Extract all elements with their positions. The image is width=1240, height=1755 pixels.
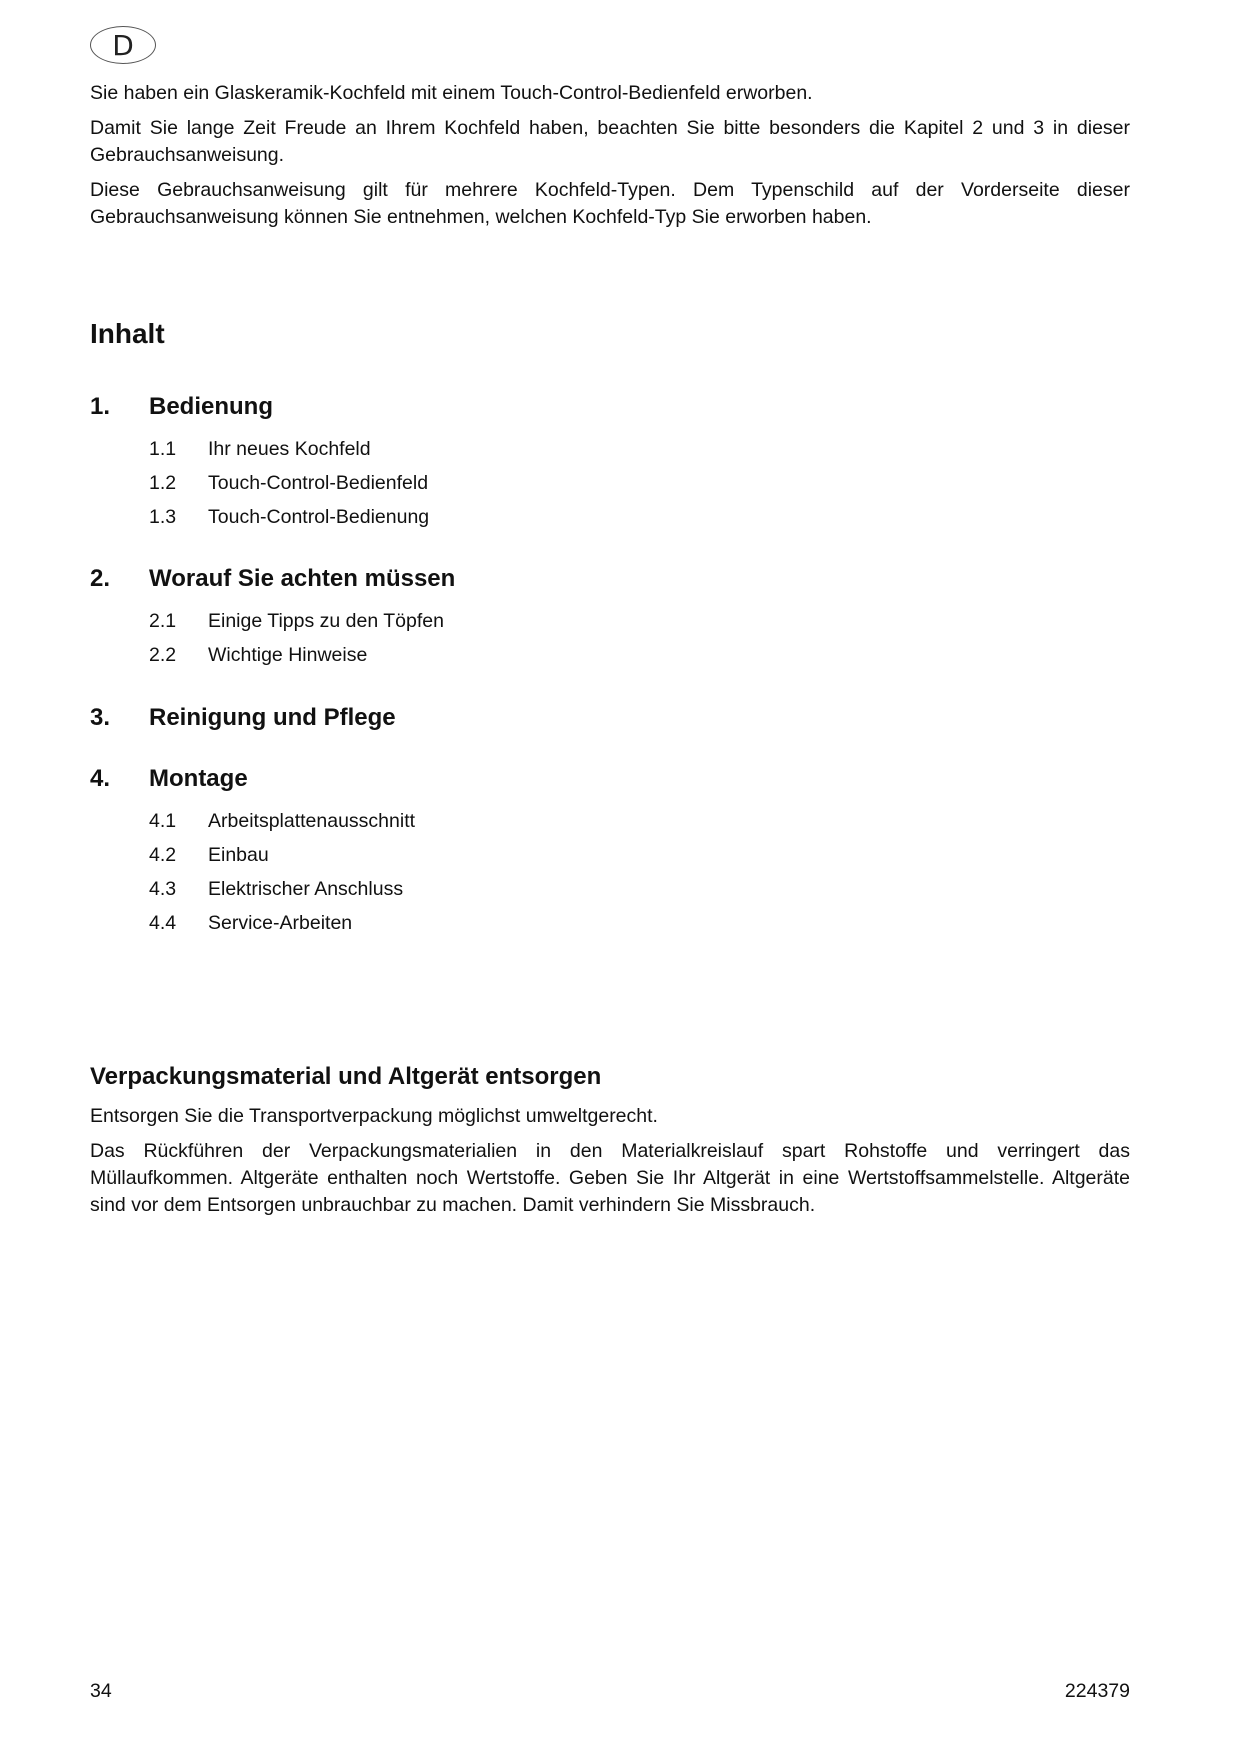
toc-subsection-item [149,466,429,500]
disposal-paragraph: Entsorgen Sie die Transportverpackung möglichst umweltgerecht. [90,1105,658,1127]
toc-subsection-title: Elektrischer Anschluss [208,878,404,900]
toc-subsection-item [149,604,455,638]
disposal-heading: Verpackungsmaterial und Altgerät entsorgen [90,1063,602,1090]
toc-subsection-item [149,432,429,466]
toc-subsection-list [90,604,455,672]
toc-subsection-number: 1.3 [149,506,177,528]
toc-subsection-title: Touch-Control-Bedienfeld [208,472,429,494]
toc-subsection-list [90,804,415,940]
intro-paragraph: Sie haben ein Glaskeramik-Kochfeld mit einem Touch-Control-Bedienfeld erworben. [90,82,813,104]
document-number: 224379 [1064,1680,1130,1702]
toc-subsection-title: Einige Tipps zu den Töpfen [208,610,444,632]
toc-section-title: Reinigung und Pflege [149,704,396,731]
toc-section-number: 1. [90,393,111,420]
page-number: 34 [90,1680,112,1702]
toc-section-heading [90,701,396,735]
toc-subsection-item [149,906,415,940]
toc-subsection-item [149,804,415,838]
toc-subsection-title: Einbau [208,844,269,866]
toc-subsection-title: Arbeitsplattenausschnitt [208,810,416,832]
toc-subsection-number: 4.1 [149,810,177,832]
disposal-paragraph: Das Rückführen der Verpackungsmaterialien in den Materialkreislauf spart Rohstoffe und verringert das Müllaufkommen. Altgeräte enthalten noch Wertstoffe. Geben Sie Ihr Altgerät in eine Wertstoffsammelstelle. Altgeräte sind vor dem Entsorgen unbrauchbar zu machen. Damit verhindern Sie Missbrauch. [90,1140,1130,1216]
toc-section-number: 4. [90,765,111,792]
toc-subsection-number: 4.3 [149,878,177,900]
intro-text [90,80,1130,239]
toc-section-heading [90,762,415,796]
toc-subsection-title: Touch-Control-Bedienung [208,506,430,528]
toc-subsection-item [149,638,455,672]
intro-paragraph: Damit Sie lange Zeit Freude an Ihrem Kochfeld haben, beachten Sie bitte besonders die Kapitel 2 und 3 in dieser Gebrauchsanweisung. [90,117,1130,166]
toc-subsection-number: 2.1 [149,610,177,632]
toc-subsection-item [149,500,429,534]
toc-subsection-number: 2.2 [149,644,177,666]
toc-subsection-title: Ihr neues Kochfeld [208,438,371,460]
toc-section-number: 2. [90,565,111,592]
toc-section-title: Montage [149,765,248,792]
toc-subsection-item [149,838,415,872]
toc-subsection-list [90,432,429,534]
toc-subsection-title: Wichtige Hinweise [208,644,368,666]
toc-section-2 [90,562,455,672]
toc-section-1 [90,390,429,534]
toc-section-heading [90,390,429,424]
toc-subsection-number: 1.1 [149,438,177,460]
toc-section-4 [90,762,415,940]
toc-subsection-number: 1.2 [149,472,177,494]
toc-subsection-number: 4.2 [149,844,177,866]
intro-paragraph: Diese Gebrauchsanweisung gilt für mehrere Kochfeld-Typen. Dem Typenschild auf der Vorderseite dieser Gebrauchsanweisung können Sie entnehmen, welchen Kochfeld-Typ Sie erworben haben. [90,179,1130,228]
toc-title: Inhalt [90,318,165,349]
toc-subsection-item [149,872,415,906]
toc-section-3 [90,701,396,735]
toc-subsection-title: Service-Arbeiten [208,912,353,934]
toc-section-heading [90,562,455,596]
language-badge: D [90,26,156,64]
toc-section-title: Bedienung [149,393,273,420]
toc-subsection-number: 4.4 [149,912,177,934]
toc-section-number: 3. [90,704,111,731]
toc-section-title: Worauf Sie achten müssen [149,565,456,592]
disposal-section [90,1063,1130,1227]
